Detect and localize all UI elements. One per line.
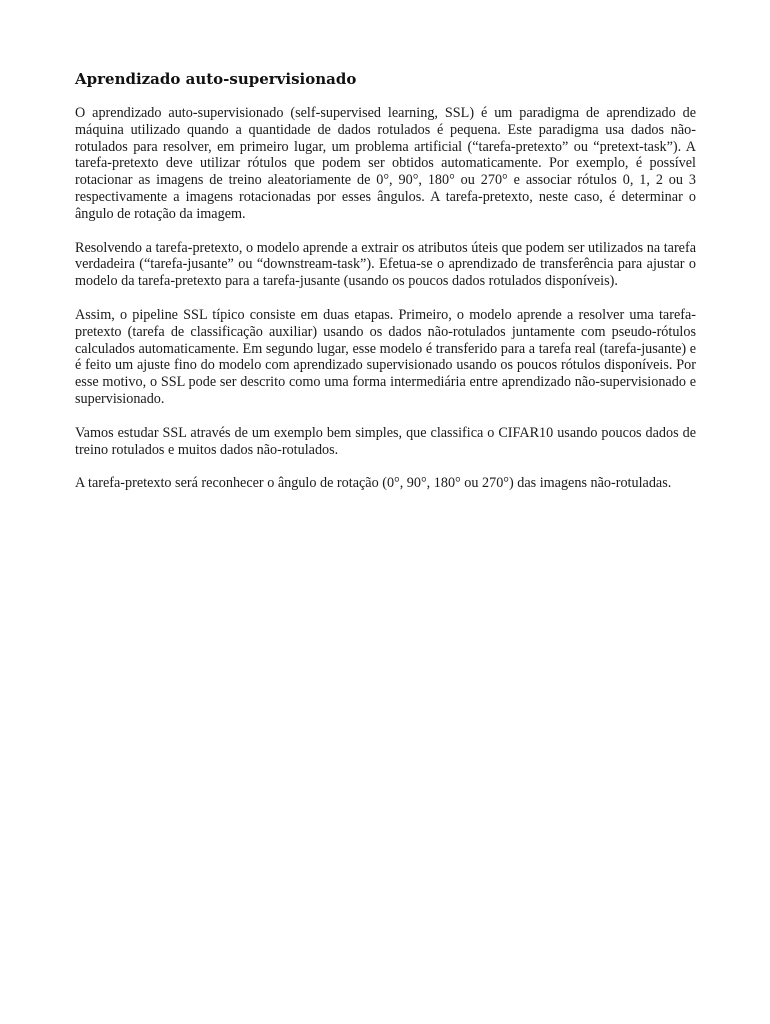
document-title: Aprendizado auto-supervisionado xyxy=(75,70,357,88)
paragraph-example: Vamos estudar SSL através de um exemplo bem simples, que classifica o CIFAR10 usando poucos dados de treino rotulados e muitos dados não-rotulados. xyxy=(75,424,696,458)
paragraph-pipeline: Assim, o pipeline SSL típico consiste em duas etapas. Primeiro, o modelo aprende a resolver uma tarefa-pretexto (tarefa de classificação auxiliar) usando os dados não-rotulados juntamente com pseudo-rótulos calculados automaticamente. Em segundo lugar, esse modelo é transferido para a tarefa real (tarefa-jusante) e é feito um ajuste fino do modelo com aprendizado supervisionado usando os poucos rótulos disponíveis. Por esse motivo, o SSL pode ser descrito como uma forma intermediária entre aprendizado não-supervisionado e supervisionado. xyxy=(75,306,696,407)
document-page xyxy=(75,68,696,509)
paragraph-pretext-task: A tarefa-pretexto será reconhecer o ângulo de rotação (0°, 90°, 180° ou 270°) das imagens não-rotuladas. xyxy=(75,475,672,492)
paragraph-intro: O aprendizado auto-supervisionado (self-supervised learning, SSL) é um paradigma de aprendizado de máquina utilizado quando a quantidade de dados rotulados é pequena. Este paradigma usa dados não-rotulados para resolver, em primeiro lugar, um problema artificial (“tarefa-pretexto” ou “pretext-task”). A tarefa-pretexto deve utilizar rótulos que podem ser obtidos automaticamente. Por exemplo, é possível rotacionar as imagens de treino aleatoriamente de 0°, 90°, 180° ou 270° e associar rótulos 0, 1, 2 ou 3 respectivamente a imagens rotacionadas por esses ângulos. A tarefa-pretexto, neste caso, é determinar o ângulo de rotação da imagem. xyxy=(75,105,696,222)
paragraph-transfer: Resolvendo a tarefa-pretexto, o modelo aprende a extrair os atributos úteis que podem ser utilizados na tarefa verdadeira (“tarefa-jusante” ou “downstream-task”). Efetua-se o aprendizado de transferência para ajustar o modelo da tarefa-pretexto para a tarefa-jusante (usando os poucos dados rotulados disponíveis). xyxy=(75,239,696,290)
